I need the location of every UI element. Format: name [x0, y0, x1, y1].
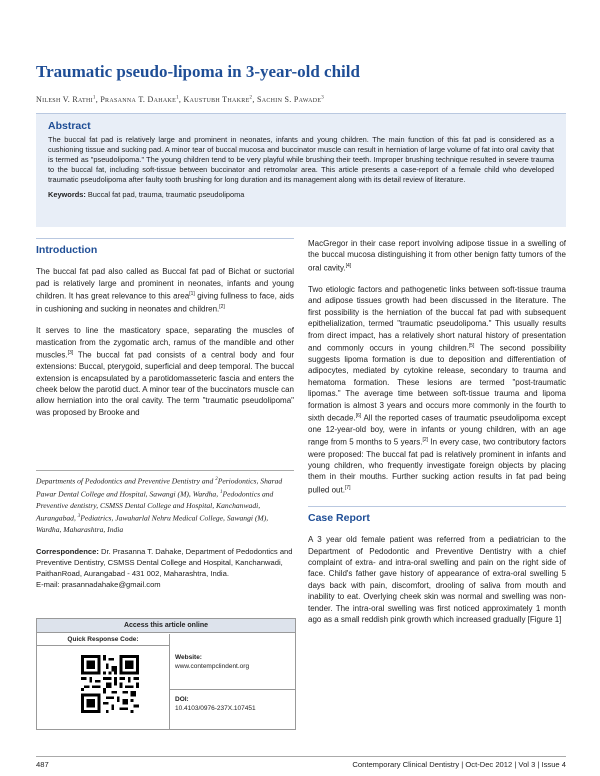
- correspondence-label: Correspondence:: [36, 547, 99, 556]
- author-affil-sup: 1: [92, 95, 96, 101]
- website-link[interactable]: www.contempclindent.org: [175, 663, 250, 670]
- correspondence-email[interactable]: E-mail: prasannadahake@gmail.com: [36, 580, 161, 589]
- citation[interactable]: [1]: [189, 291, 195, 298]
- author-name: Nilesh V. Rathi: [36, 95, 93, 104]
- citation[interactable]: [5]: [468, 342, 475, 349]
- intro-paragraph-2: It serves to line the masticatory space, separating the muscles of mastication from the zygomatic arch, ramus of the mandible and other muscles.[3] The buccal fat pad consists of a central body and four extensions: Buccal, pterygoid, superficial and deep temporal. The buccal extension is encapsulated by a parotidomasseteric fascia and enters the cheek below the parotid duct. A minor tear of the buccinators muscle can allow herniation into the oral cavity. The term "traumatic pseudolipoma" was proposed by Brooke and: [36, 326, 294, 417]
- citation[interactable]: [4]: [345, 262, 352, 269]
- author-name: Sachin S. Pawade: [256, 95, 322, 104]
- doi-value[interactable]: 10.4103/0976-237X.107451: [175, 705, 256, 712]
- left-column: [36, 238, 294, 428]
- abstract-box: [36, 113, 566, 227]
- correspondence-text: Dr. Prasanna T. Dahake, Department of Pedodontics and Preventive Dentistry, CSMSS Dental College and Hospital, Kanchanwadi, PaithanRoad, Aurangabad - 431 002, Maharashtra, India.: [36, 547, 293, 578]
- keywords: [48, 190, 554, 199]
- doi-label: DOI:: [175, 696, 189, 703]
- abstract-text: The buccal fat pad is relatively large and prominent in neonates, infants and young children. The main function of this fat pad is considered as a cushioning tissue and sucking pad. A minor tear of buccal mucosa and buccinator muscle can result in herniation of large volume of fat into oral cavity that is termed as "pseudolipoma." The young children tend to be very playful while brushing their teeth. Improper brushing technique resulted in severe trauma to the buccal fat, including soft-tissue between buccinator and retromolar area. This article presents a case-report of a female child who developed traumatic pseudolipoma after faulty tooth brushing for long duration and its management along with its detail review of literature.: [48, 135, 554, 184]
- citation[interactable]: [2]: [219, 304, 225, 311]
- affiliations: Departments of Pedodontics and Preventive Dentistry and $^2$Periodontics, Sharad Pawar Dental College and Hospital, Sawangi (M), Wardha, $^1$Pedodontics and Preventive dentistry, CSMSS Dental College and Hospital, Kanchanwadi, Aurangabad, $^3$Pediatrics, Jawaharlal Nehru Medical College, Sawangi (M), Wardha, Maharashtra, India: [36, 470, 294, 535]
- website-label: Website:: [175, 654, 202, 661]
- keywords-label: Keywords:: [48, 190, 86, 199]
- abstract-heading: Abstract: [48, 120, 91, 132]
- author-list: Nilesh V. Rathi$^1$, Prasanna T. Dahake$^1$, Kaustubh Thakre$^2$, Sachin S. Pawade$^3$: [36, 95, 325, 104]
- qr-label: Quick Response Code:: [37, 634, 169, 646]
- case-report-paragraph: A 3 year old female patient was referred from a pediatrician to the Department of Pedodontic and Preventive Dentistry with a chief complaint of extra- and intra-oral swelling and pain on the right side of face. Child's father gave history of appearance of extra-oral swelling 5 days back with pain, discomfort, drooling of saliva from mouth and inability to eat. Overlying cheek skin was normal and swelling was non-tender. The intra-oral swelling was first noticed approximately 1 month ago as a small reddish pink growth which increased gradually [Figure 1]: [308, 535, 566, 625]
- citation[interactable]: [7]: [344, 484, 351, 491]
- website-block: [175, 653, 293, 671]
- citation[interactable]: [2]: [422, 437, 428, 444]
- keywords-text: Buccal fat pad, trauma, traumatic pseudolipoma: [87, 190, 245, 199]
- author-affil-sup: 3: [321, 95, 325, 101]
- right-column: [308, 238, 566, 635]
- doi-block: [175, 695, 293, 713]
- right-paragraph-2: Two etiologic factors and pathogenetic links between soft-tissue trauma and adipose tissues growth had been discussed in the literature. The first possibility is the herniation of the buccal fat pad with subsequent epithelialization, termed "traumatic pseudolipoma." This usually results from direct impact, has a relatively short natural history of presentation and commonly occurs in young children.[5] The second possibility suggests lipoma formation is due to deposition and differentiation of adipocytes, mediated by cytokine release, secondary to trauma and hematoma formation. These lesions are termed "post-traumatic lipomas." The average time between soft-tissue trauma and lipoma formation is almost 3 years and occurs more commonly in the fourth to sixth decade.[6] All the reported cases of traumatic pseudolipoma except one 12-year-old boy, were in infants or young children, with an age range from 5 months to 5 years.[2] In every case, two contributory factors were proposed: The buccal fat pad is relatively prominent in infants and young children, who frequently investigate foreign objects by placing them in their mouths. Further sucking action results in fat pad being pulled out.[7]: [308, 284, 567, 495]
- access-online-box: [36, 618, 296, 730]
- access-header: Access this article online: [37, 619, 295, 633]
- intro-paragraph-1: The buccal fat pad also called as Buccal fat pad of Bichat or suctorial pad is relatively large and prominent in neonates, infants and young children. It has great relevance to this area[1] giving fullness to face, aids in cushioning and sucking in neonates and children.[2]: [36, 267, 294, 314]
- author-affil-sup: 2: [249, 95, 253, 101]
- introduction-heading: Introduction: [36, 238, 294, 256]
- page-footer: [36, 756, 566, 771]
- author-name: Prasanna T. Dahake: [100, 95, 177, 104]
- correspondence: [36, 546, 294, 590]
- citation[interactable]: [3]: [67, 350, 74, 357]
- citation[interactable]: [6]: [355, 413, 362, 419]
- journal-info: Contemporary Clinical Dentistry | Oct-Dec 2012 | Vol 3 | Issue 4: [352, 760, 566, 769]
- article-title: Traumatic pseudo-lipoma in 3-year-old child: [36, 62, 360, 81]
- case-report-heading: Case Report: [308, 506, 566, 524]
- page-number: 487: [36, 760, 49, 769]
- right-paragraph-1: MacGregor in their case report involving adipose tissue in a swelling of the buccal mucosa distinguishing it from other benign fatty tumors of the oral cavity.[4]: [308, 239, 566, 273]
- author-affil-sup: 1: [176, 95, 179, 101]
- author-name: Kaustubh Thakre: [183, 95, 250, 104]
- qr-code-icon[interactable]: [81, 655, 139, 713]
